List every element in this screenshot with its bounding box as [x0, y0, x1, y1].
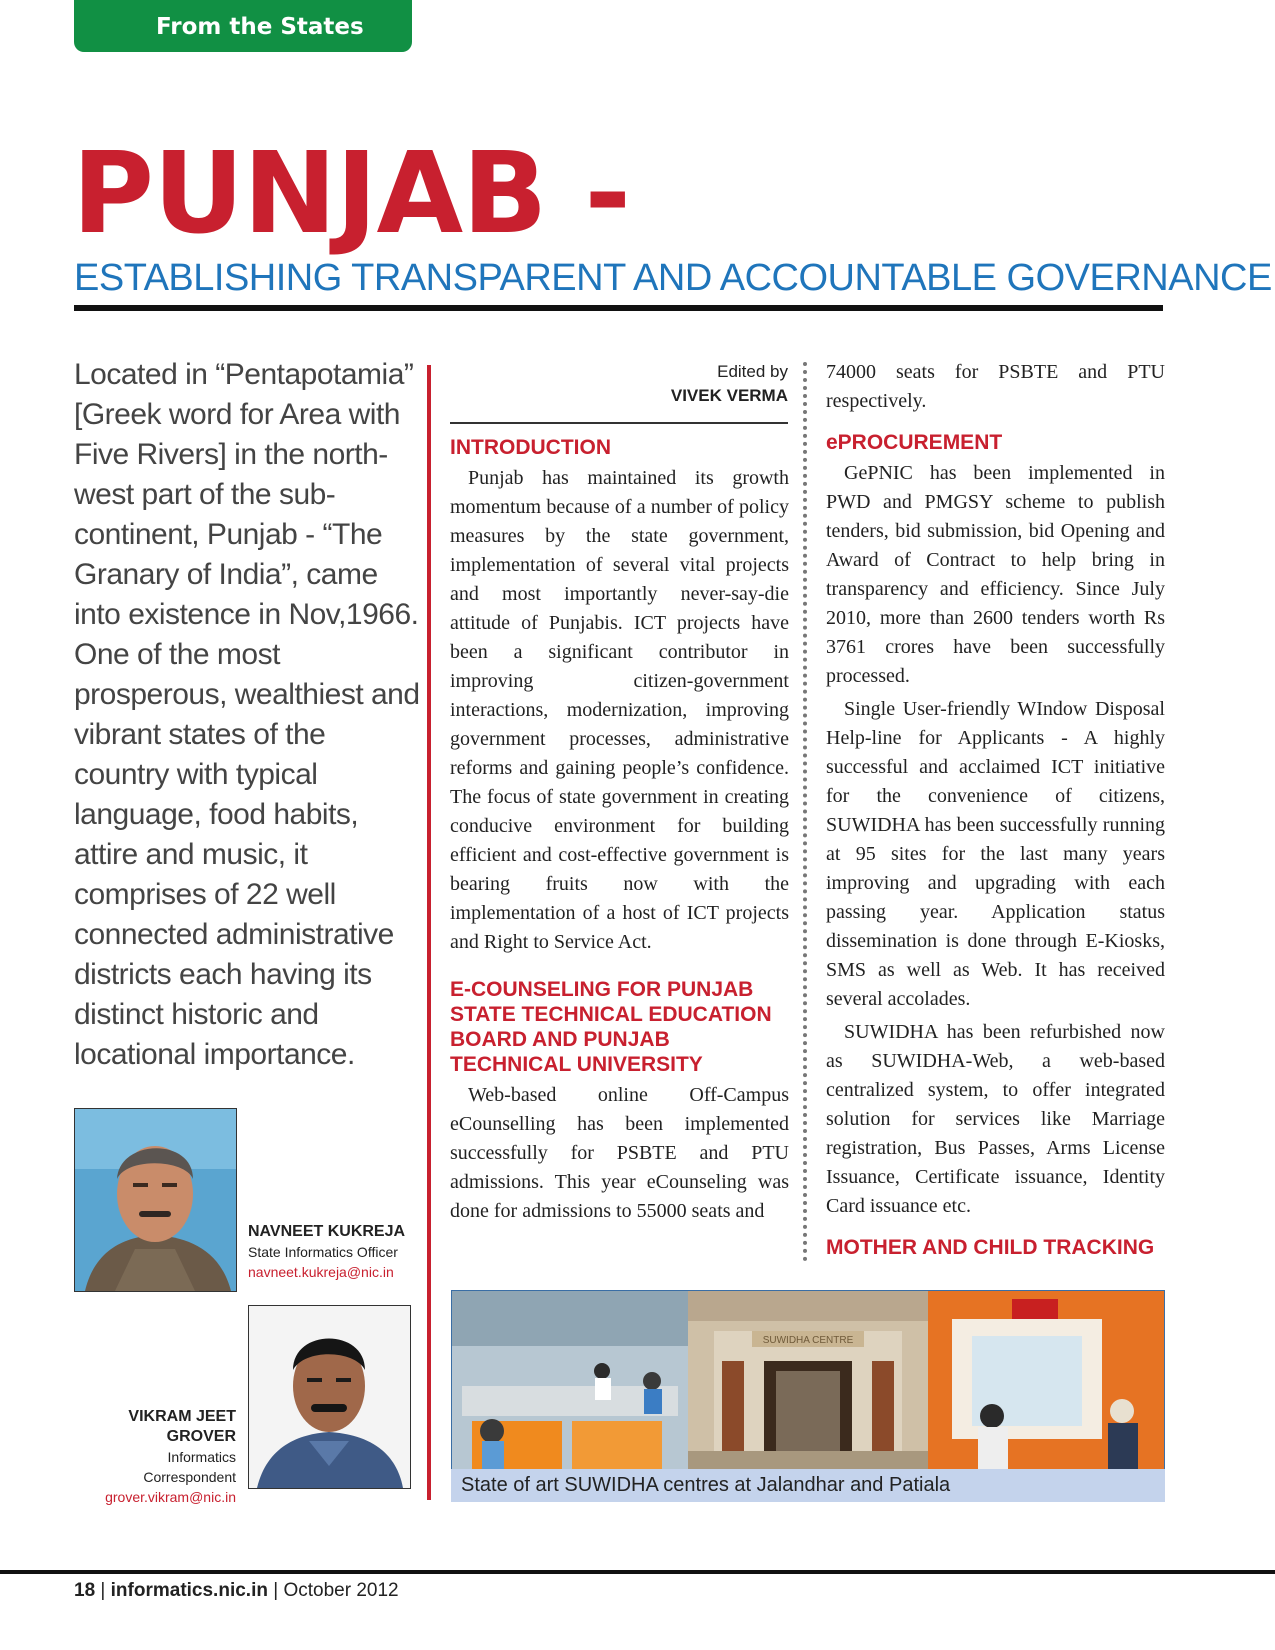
photo-caption: State of art SUWIDHA centres at Jalandhar and Patiala [461, 1474, 951, 1496]
editor-name: VIVEK VERMA [670, 386, 788, 405]
footer-divider [0, 1570, 1275, 1574]
page-footer [74, 1580, 399, 1602]
author-credit-1 [248, 1222, 418, 1282]
author-photo-vikram [248, 1305, 411, 1489]
column-divider-dotted [803, 362, 807, 1262]
article-column-2 [450, 435, 789, 1230]
section-tab-label: From the States [156, 14, 364, 40]
column-divider-red [427, 365, 431, 1500]
footer-separator: | [100, 1580, 106, 1601]
author-credit-2 [74, 1407, 236, 1507]
suwidha-interior-photo [452, 1291, 688, 1470]
author-photo-navneet [74, 1108, 237, 1292]
heading-ecounseling: E-COUNSELING FOR PUNJAB STATE TECHNICAL EDUCATION BOARD AND PUNJAB TECHNICAL UNIVERSITY [450, 978, 772, 1076]
intro-paragraph: Punjab has maintained its growth momentum because of a number of policy measures by the state government, implementation of several vital projects and most importantly never-say-die attitude of Punjabis. ICT projects have been a significant contributor in improving citizen-government interactions, modernization, improving government processes, administrative reforms and gaining people’s confidence. The focus of state government in creating conducive environment for building efficient and cost-effective government is bearing fruits now with the implementation of a host of ICT projects and Right to Service Act. [450, 467, 789, 953]
suwidha-centre-exterior-photo [688, 1291, 928, 1470]
author-role: Informatics Correspondent [143, 1449, 236, 1485]
editor-divider [450, 422, 788, 424]
article-subtitle: ESTABLISHING TRANSPARENT AND ACCOUNTABLE GOVERNANCE [74, 257, 1272, 299]
lead-paragraph: Located in “Pentapotamia” [Greek word for Area with Five Rivers] in the north-west part of the sub-continent, Punjab - “The Granary of India”, came into existence in Nov,1966. One of the most prosperous, wealthiest and vibrant states of the country with typical language, food habits, attire and music, it comprises of 22 well connected administrative districts each having its distinct historic and locational importance. [74, 358, 420, 1071]
article-column-3 [826, 358, 1165, 1264]
author-name: VIKRAM JEET GROVER [128, 1408, 236, 1445]
author-email[interactable]: grover.vikram@nic.in [105, 1489, 236, 1505]
title-divider [74, 305, 1163, 311]
footer-date: October 2012 [283, 1580, 399, 1601]
editor-credit [450, 360, 788, 408]
footer-site[interactable]: informatics.nic.in [110, 1580, 268, 1601]
editor-label: Edited by [717, 362, 788, 381]
suwidha-paragraph-2: SUWIDHA has been refurbished now as SUWIDHA-Web, a web-based centralized system, to offer integrated solution for services like Marriage registration, Bus Passes, Arms License Issuance, Certificate issuance, Identity Card issuance etc. [826, 1021, 1165, 1217]
author-role: State Informatics Officer [248, 1244, 398, 1260]
article-title: PUNJAB - [72, 129, 630, 259]
heading-introduction: INTRODUCTION [450, 436, 611, 459]
footer-separator: | [273, 1580, 279, 1601]
heading-mother-child-tracking: MOTHER AND CHILD TRACKING [826, 1236, 1155, 1259]
page-number: 18 [74, 1580, 96, 1601]
ecounseling-continued: 74000 seats for PSBTE and PTU respectively. [826, 361, 1165, 412]
suwidha-sign: SUWIDHA CENTRE [762, 1335, 854, 1346]
suwidha-counter-photo [928, 1291, 1164, 1470]
eprocurement-paragraph: GePNIC has been implemented in PWD and PMGSY scheme to publish tenders, bid submission, bid Opening and Award of Contract to help bring in transparency and efficiency. Since July 2010, more than 2600 tenders worth Rs 3761 crores have been successfully processed. [826, 462, 1165, 687]
author-name: NAVNEET KUKREJA [248, 1223, 406, 1240]
photo-caption-box [451, 1469, 1165, 1502]
author-email[interactable]: navneet.kukreja@nic.in [248, 1264, 394, 1280]
suwidha-photo-strip [451, 1290, 1165, 1471]
suwidha-paragraph-1: Single User-friendly WIndow Disposal Help-line for Applicants - A highly successful and acclaimed ICT initiative for the convenience of citizens, SUWIDHA has been successfully running at 95 sites for the last many years improving and upgrading with each passing year. Application status dissemination is done through E-Kiosks, SMS as well as Web. It has received several accolades. [826, 698, 1165, 1010]
ecounseling-paragraph: Web-based online Off-Campus eCounselling has been implemented successfully for PSBTE and PTU admissions. This year eCounseling was done for admissions to 55000 seats and [450, 1084, 789, 1222]
section-tab [74, 0, 412, 52]
heading-eprocurement: ePROCUREMENT [826, 431, 1003, 454]
